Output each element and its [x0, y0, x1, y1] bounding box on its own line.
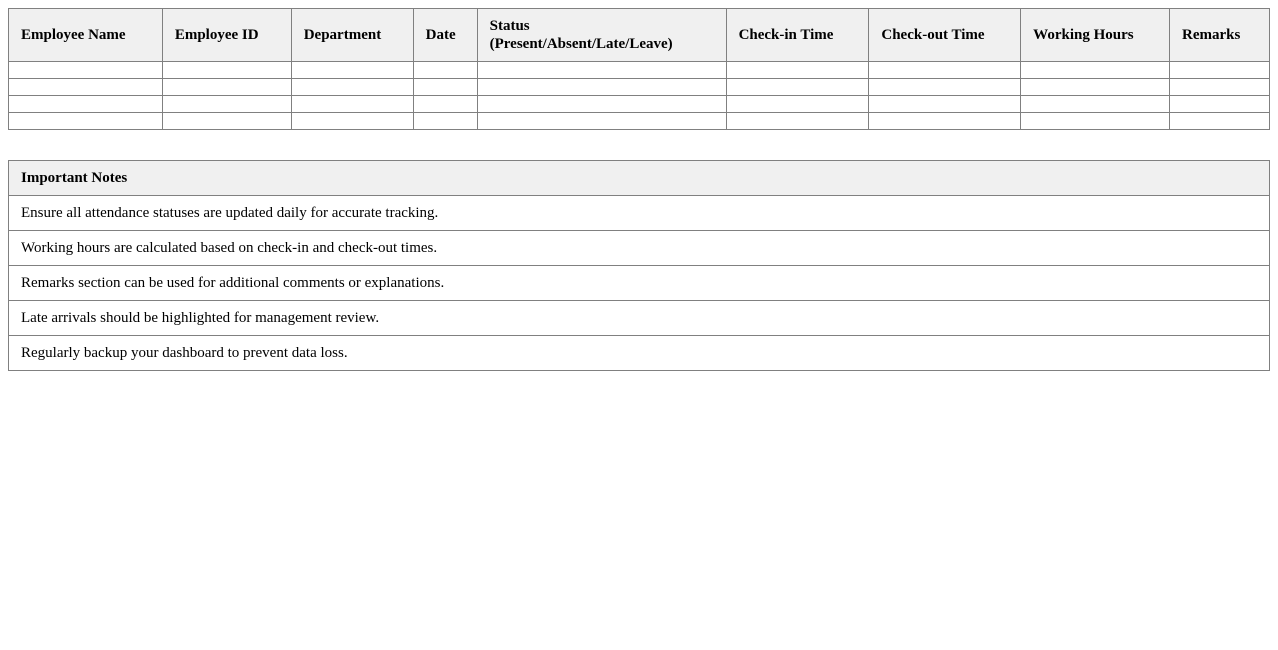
cell[interactable] — [291, 62, 413, 79]
note-row — [9, 231, 1270, 266]
cell[interactable] — [291, 113, 413, 130]
cell[interactable] — [869, 113, 1021, 130]
table-row — [9, 113, 1270, 130]
cell[interactable] — [162, 79, 291, 96]
cell[interactable] — [477, 96, 726, 113]
cell[interactable] — [1169, 79, 1269, 96]
cell[interactable] — [1021, 79, 1170, 96]
cell[interactable] — [1169, 96, 1269, 113]
table-row — [9, 62, 1270, 79]
cell[interactable] — [413, 113, 477, 130]
cell[interactable] — [726, 113, 869, 130]
cell[interactable] — [291, 79, 413, 96]
note-item: Remarks section can be used for additional comments or explanations. — [9, 266, 1270, 301]
col-status-label: Status (Present/Absent/Late/Leave) — [489, 18, 673, 52]
note-item: Regularly backup your dashboard to prevent data loss. — [9, 336, 1270, 371]
note-row — [9, 336, 1270, 371]
cell[interactable] — [9, 79, 163, 96]
cell[interactable] — [1169, 62, 1269, 79]
notes-title: Important Notes — [9, 161, 1270, 196]
col-check-out: Check-out Time — [869, 9, 1021, 62]
cell[interactable] — [9, 62, 163, 79]
cell[interactable] — [726, 96, 869, 113]
col-status — [477, 9, 726, 62]
table-row — [9, 79, 1270, 96]
col-employee-name: Employee Name — [9, 9, 163, 62]
cell[interactable] — [726, 79, 869, 96]
cell[interactable] — [291, 96, 413, 113]
cell[interactable] — [1021, 62, 1170, 79]
notes-table — [8, 160, 1270, 371]
cell[interactable] — [477, 113, 726, 130]
cell[interactable] — [869, 96, 1021, 113]
col-remarks: Remarks — [1169, 9, 1269, 62]
cell[interactable] — [869, 79, 1021, 96]
cell[interactable] — [1169, 113, 1269, 130]
col-check-in: Check-in Time — [726, 9, 869, 62]
table-row — [9, 96, 1270, 113]
note-item: Working hours are calculated based on check-in and check-out times. — [9, 231, 1270, 266]
notes-header-row — [9, 161, 1270, 196]
col-date: Date — [413, 9, 477, 62]
note-item: Late arrivals should be highlighted for management review. — [9, 301, 1270, 336]
cell[interactable] — [162, 113, 291, 130]
note-row — [9, 301, 1270, 336]
cell[interactable] — [162, 62, 291, 79]
note-row — [9, 196, 1270, 231]
cell[interactable] — [1021, 96, 1170, 113]
note-row — [9, 266, 1270, 301]
cell[interactable] — [477, 62, 726, 79]
col-working-hours: Working Hours — [1021, 9, 1170, 62]
cell[interactable] — [1021, 113, 1170, 130]
note-item: Ensure all attendance statuses are updated daily for accurate tracking. — [9, 196, 1270, 231]
attendance-table — [8, 8, 1270, 130]
cell[interactable] — [477, 79, 726, 96]
col-employee-id: Employee ID — [162, 9, 291, 62]
col-department: Department — [291, 9, 413, 62]
cell[interactable] — [726, 62, 869, 79]
cell[interactable] — [413, 79, 477, 96]
cell[interactable] — [162, 96, 291, 113]
cell[interactable] — [413, 62, 477, 79]
cell[interactable] — [9, 96, 163, 113]
cell[interactable] — [9, 113, 163, 130]
cell[interactable] — [869, 62, 1021, 79]
header-row — [9, 9, 1270, 62]
cell[interactable] — [413, 96, 477, 113]
